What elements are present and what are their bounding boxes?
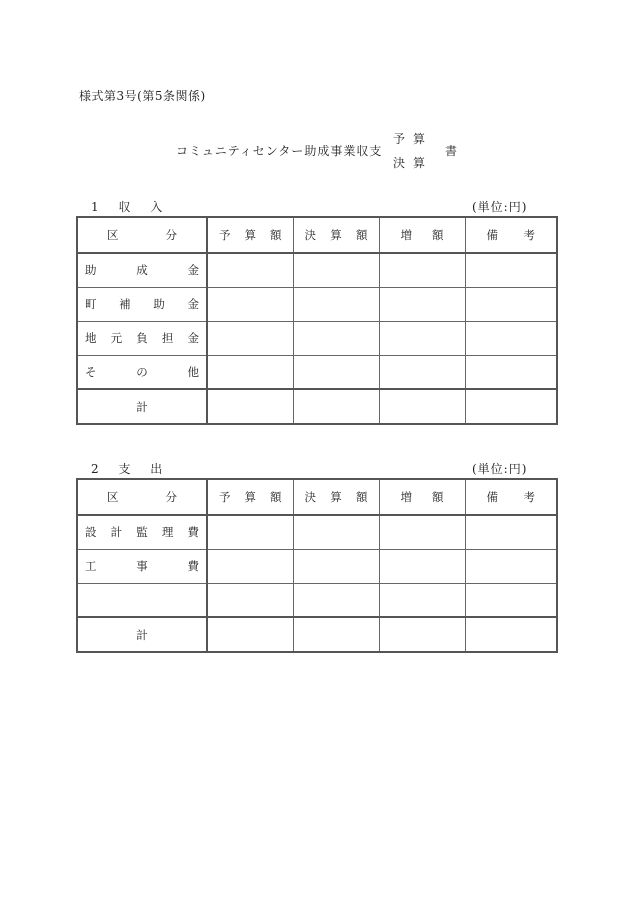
amount-cell[interactable] — [207, 321, 293, 355]
income-row-label — [77, 321, 207, 355]
amount-cell[interactable] — [379, 287, 465, 321]
amount-cell[interactable] — [293, 287, 379, 321]
income-col-settlement — [293, 217, 379, 253]
expense-row-label — [77, 549, 207, 583]
col-label — [301, 489, 372, 505]
row-label — [85, 330, 199, 346]
amount-cell[interactable] — [293, 549, 379, 583]
amount-cell[interactable] — [293, 389, 379, 424]
income-section-title: 1 収 入 — [91, 200, 171, 214]
label-char: 計 — [110, 525, 123, 540]
label-char: 算 — [330, 490, 342, 504]
expense-section-heading — [0, 460, 630, 476]
label-char: 決 — [304, 490, 316, 504]
amount-cell[interactable] — [379, 253, 465, 287]
col-label — [473, 489, 550, 505]
expense-col-category — [77, 479, 207, 515]
label-char: 決 — [304, 228, 316, 242]
row-label — [85, 524, 199, 540]
col-label — [215, 489, 286, 505]
amount-cell[interactable] — [293, 617, 379, 652]
label-char: 算 — [244, 228, 256, 242]
remarks-cell[interactable] — [465, 583, 557, 617]
table-row — [77, 515, 557, 549]
table-row — [77, 549, 557, 583]
amount-cell[interactable] — [379, 389, 465, 424]
amount-cell[interactable] — [207, 549, 293, 583]
row-label — [85, 296, 199, 312]
label-char: 金 — [187, 263, 199, 278]
label-char: 金 — [187, 297, 199, 311]
expense-unit-label: (単位:円) — [472, 462, 528, 476]
label-char: 予 — [219, 490, 231, 504]
label-char: 助 — [85, 263, 97, 278]
col-label — [85, 489, 199, 505]
label-char: 事 — [136, 559, 148, 573]
label-char: 区 — [107, 490, 119, 504]
label-char: 金 — [187, 331, 199, 345]
income-total-label: 計 — [77, 389, 207, 424]
label-char: 額 — [356, 228, 368, 242]
label-char: 分 — [165, 490, 177, 504]
label-char: 考 — [523, 228, 535, 242]
income-col-increase — [379, 217, 465, 253]
income-col-remarks — [465, 217, 557, 253]
table-row — [77, 253, 557, 287]
label-char: 備 — [486, 490, 498, 504]
amount-cell[interactable] — [293, 355, 379, 389]
label-char: 監 — [136, 525, 148, 540]
expense-row-label — [77, 515, 207, 549]
label-char: 負 — [136, 331, 148, 345]
expense-col-settlement — [293, 479, 379, 515]
row-label — [85, 262, 199, 278]
amount-cell[interactable] — [207, 253, 293, 287]
amount-cell[interactable] — [379, 583, 465, 617]
amount-cell[interactable] — [207, 355, 293, 389]
income-row-label — [77, 253, 207, 287]
col-label — [473, 227, 550, 243]
label-char: 設 — [85, 525, 97, 540]
income-unit-label: (単位:円) — [472, 200, 528, 214]
expense-header-row — [77, 479, 557, 515]
remarks-cell[interactable] — [465, 253, 557, 287]
income-row-label — [77, 355, 207, 389]
label-char: 算 — [330, 228, 342, 242]
title-main: コミュニティセンター助成事業収支 — [176, 144, 383, 158]
label-char: 助 — [153, 297, 165, 311]
income-col-category — [77, 217, 207, 253]
document-title — [0, 128, 630, 172]
label-char: そ — [85, 364, 97, 379]
amount-cell[interactable] — [293, 253, 379, 287]
label-char: 費 — [187, 525, 199, 540]
amount-cell[interactable] — [293, 515, 379, 549]
table-row — [77, 321, 557, 355]
label-char: 工 — [85, 559, 97, 573]
table-row — [77, 355, 557, 389]
expense-section-title: 2 支 出 — [91, 462, 171, 476]
table-row — [77, 583, 557, 617]
remarks-cell[interactable] — [465, 355, 557, 389]
label-char: の — [136, 364, 148, 379]
amount-cell[interactable] — [293, 321, 379, 355]
label-char: 分 — [165, 228, 177, 242]
col-label — [387, 227, 458, 243]
row-label — [85, 364, 199, 380]
form-number: 様式第3号(第5条関係) — [79, 89, 206, 103]
amount-cell[interactable] — [293, 583, 379, 617]
income-header-row — [77, 217, 557, 253]
income-total-row — [77, 389, 557, 424]
remarks-cell[interactable] — [465, 617, 557, 652]
expense-table — [76, 478, 558, 653]
label-char: 備 — [486, 228, 498, 242]
label-char: 額 — [432, 490, 444, 504]
label-char: 担 — [161, 331, 174, 345]
col-label — [215, 227, 286, 243]
remarks-cell[interactable] — [465, 549, 557, 583]
label-char: 理 — [161, 525, 174, 540]
remarks-cell[interactable] — [465, 515, 557, 549]
income-table — [76, 216, 558, 425]
amount-cell[interactable] — [379, 321, 465, 355]
expense-total-label: 計 — [77, 617, 207, 652]
label-char: 額 — [432, 228, 444, 242]
label-char: 増 — [400, 228, 412, 242]
label-char: 地 — [85, 331, 97, 345]
income-col-budget — [207, 217, 293, 253]
amount-cell[interactable] — [379, 355, 465, 389]
title-suffix: 書 — [445, 144, 458, 158]
label-char: 増 — [400, 490, 412, 504]
label-char: 算 — [244, 490, 256, 504]
remarks-cell[interactable] — [465, 287, 557, 321]
amount-cell[interactable] — [207, 287, 293, 321]
label-char: 予 — [219, 228, 231, 242]
expense-total-row — [77, 617, 557, 652]
label-char: 費 — [187, 559, 199, 573]
remarks-cell[interactable] — [465, 321, 557, 355]
label-char: 額 — [270, 490, 282, 504]
title-option-settlement: 決算 — [393, 156, 434, 170]
label-char: 町 — [85, 297, 97, 311]
title-option-budget: 予算 — [393, 132, 434, 146]
label-char: 補 — [119, 297, 131, 311]
col-label — [301, 227, 372, 243]
amount-cell[interactable] — [207, 583, 293, 617]
remarks-cell[interactable] — [465, 389, 557, 424]
table-row — [77, 287, 557, 321]
amount-cell[interactable] — [207, 515, 293, 549]
label-char: 成 — [136, 263, 148, 278]
label-char: 考 — [523, 490, 535, 504]
label-char: 額 — [270, 228, 282, 242]
expense-col-budget — [207, 479, 293, 515]
amount-cell[interactable] — [207, 617, 293, 652]
amount-cell[interactable] — [379, 515, 465, 549]
expense-col-remarks — [465, 479, 557, 515]
expense-col-increase — [379, 479, 465, 515]
label-char: 元 — [110, 331, 123, 345]
label-char: 額 — [356, 490, 368, 504]
amount-cell[interactable] — [379, 617, 465, 652]
col-label — [387, 489, 458, 505]
expense-row-label[interactable] — [77, 583, 207, 617]
col-label — [85, 227, 199, 243]
income-section-heading — [0, 198, 630, 214]
amount-cell[interactable] — [207, 389, 293, 424]
row-label — [85, 558, 199, 574]
label-char: 区 — [107, 228, 119, 242]
income-row-label — [77, 287, 207, 321]
label-char: 他 — [187, 364, 199, 379]
amount-cell[interactable] — [379, 549, 465, 583]
